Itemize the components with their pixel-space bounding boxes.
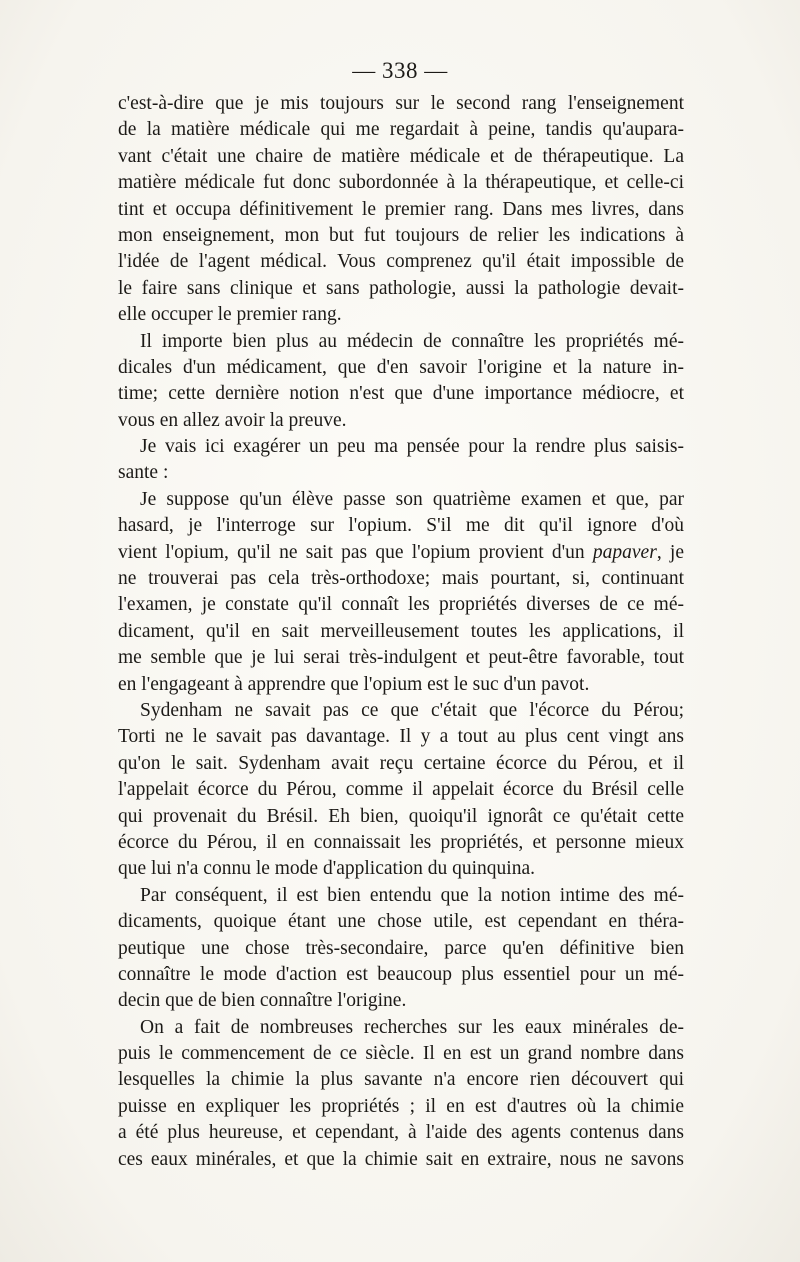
text-line: Je suppose qu'un élève passe son quatrième examen et que, par [140,488,684,510]
text-line: time; cette dernière notion n'est que d'une importance médiocre, et [118,383,684,405]
text-line: ne trouverai pas cela très-orthodoxe; mais pourtant, si, continuant [118,568,684,590]
text-line: puisse en expliquer les propriétés ; il en est d'autres où la chimie [118,1095,684,1117]
text-line: decin que de bien connaître l'origine. [118,990,407,1012]
text-line: matière médicale fut donc subordonnée à la thérapeutique, et celle-ci [118,172,684,194]
text-line: en l'engageant à apprendre que l'opium est le suc d'un pavot. [118,673,590,695]
body-text [118,91,684,1173]
text-line: écorce du Pérou, il en connaissait les propriétés, et personne mieux [118,831,684,853]
text-line: elle occuper le premier rang. [118,304,342,326]
text-line: Sydenham ne savait pas ce que c'était que l'écorce du Pérou; [140,699,684,721]
text-line: vant c'était une chaire de matière médicale et de thérapeutique. La [118,145,684,167]
text-line: c'est-à-dire que je mis toujours sur le second rang l'enseignement [118,93,684,114]
text-line: l'appelait écorce du Pérou, comme il appelait écorce du Brésil celle [118,779,684,801]
text-line: puis le commencement de ce siècle. Il en est un grand nombre dans [118,1043,684,1065]
text-line: sante : [118,462,169,484]
text-line: Par conséquent, il est bien entendu que la notion intime des mé- [140,884,684,906]
text-line: vient l'opium, qu'il ne sait pas que l'opium provient d'un papaver, je [118,541,684,563]
text-line: mon enseignement, mon but fut toujours de relier les indications à [118,224,684,246]
text-line: dicament, qu'il en sait merveilleusement toutes les applications, il [118,620,684,642]
text-line: Il importe bien plus au médecin de connaître les propriétés mé- [140,330,684,352]
text-line: vous en allez avoir la preuve. [118,409,347,431]
text-line: me semble que je lui serai très-indulgent et peut-être favorable, tout [118,647,684,669]
text-line: On a fait de nombreuses recherches sur les eaux minérales de- [140,1016,684,1038]
text-line: ces eaux minérales, et que la chimie sait en extraire, nous ne savons [118,1148,684,1170]
text-line: connaître le mode d'action est beaucoup plus essentiel pour un mé- [118,963,684,985]
text-line: qu'on le sait. Sydenham avait reçu certaine écorce du Pérou, et il [118,752,684,774]
text-line: l'idée de l'agent médical. Vous comprenez qu'il était impossible de [118,251,684,273]
text-line: Torti ne le savait pas davantage. Il y a tout au plus cent vingt ans [118,726,684,748]
page-number: — 338 — [352,58,448,83]
text-line: l'examen, je constate qu'il connaît les propriétés diverses de ce mé- [118,594,684,616]
text-line: Je vais ici exagérer un peu ma pensée pour la rendre plus saisis- [140,436,684,458]
text-line: de la matière médicale qui me regardait à peine, tandis qu'aupara- [118,119,684,141]
text-line: lesquelles la chimie la plus savante n'a encore rien découvert qui [118,1069,684,1091]
text-line: qui provenait du Brésil. Eh bien, quoiqu'il ignorât ce qu'était cette [118,805,684,827]
text-line: tint et occupa définitivement le premier rang. Dans mes livres, dans [118,198,684,220]
text-line: le faire sans clinique et sans pathologie, aussi la pathologie devait- [118,277,684,299]
italic-term: papaver [592,541,657,563]
text-line: hasard, je l'interroge sur l'opium. S'il me dit qu'il ignore d'où [118,515,684,537]
text-line: a été plus heureuse, et cependant, à l'aide des agents contenus dans [118,1122,684,1144]
text-line: dicaments, quoique étant une chose utile, est cependant en théra- [118,911,684,933]
text-line: peutique une chose très-secondaire, parce qu'en définitive bien [118,937,684,959]
text-line: que lui n'a connu le mode d'application du quinquina. [118,858,535,880]
text-line: dicales d'un médicament, que d'en savoir l'origine et la nature in- [118,356,684,378]
